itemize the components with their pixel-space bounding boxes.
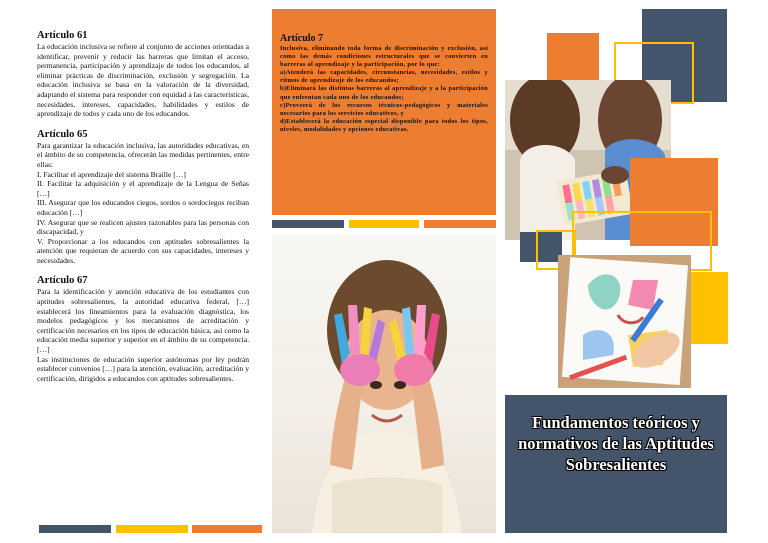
articulo-61-body: La educación inclusiva se refiere al conjunto de acciones orientadas a identificar, prevenir y reducir las barreras que limitan el acceso, permanencia, participación y aprendizaje de todos los educandos, al eliminar prácticas de discriminación, exclusión y segregación. La educación inclusiva se basa en la valoración de la diversidad, adaptando el sistema para responder con equidad a las características, necesidades, intereses, capacidades, habilidades y estilos de aprendizaje de todos y cada uno de los educandos. <box>37 42 249 119</box>
child-drawing-photo <box>558 255 691 388</box>
articulo-7-box <box>272 9 496 215</box>
left-column <box>37 30 249 393</box>
articulo-65-body: Para garantizar la educación inclusiva, las autoridades educativas, en el ámbito de su competencia, ofrecerán las medidas pertinentes, entre ellas: I. Facilitar el aprendizaje del sistema Braille […] II. Facilitar la adquisición y el aprendizaje de la Lengua de Señas […] III. Asegurar que los educandos ciegos, sordos o sordociegos reciban educación […] IV. Asegurar que se realicen ajustes razonables para las personas con discapacidad, y V. Proporcionar a los educandos con aptitudes sobresalientes la atención que requieran de acuerdo con sus capacidades, intereses y necesidades. <box>37 140 249 265</box>
decor-bar-yellow-center <box>349 220 419 228</box>
child-heart-hands-photo <box>272 235 496 533</box>
decor-bar-orange-center <box>424 220 496 228</box>
articulo-65-title: Artículo 65 <box>37 128 88 140</box>
decor-bar-navy-left <box>39 525 111 533</box>
articulo-7-body: Inclusiva, eliminando toda forma de discriminación y exclusión, así como las demás condiciones estructurales que se convierten en barreras al aprendizaje y la participación, por lo que: a)Atenderá las capacidades, circunstancias, necesidades, estilos y ritmos de aprendizaje de los educandos; b)Eliminará las distintas barreras al aprendizaje y a la participación que enfrentan cada uno de los educandos; c)Proveerá de los recursos técnicos-pedagógicos y materiales necesarios para los servicios educativos, y d)Establecerá la educación especial disponible para todos los tipos, niveles, modalidades y opciones educativas. <box>280 45 488 133</box>
articulo-67-body: Para la identificación y atención educativa de los estudiantes con aptitudes sobresalientes, la autoridad educativa federal, […] establecerá los lineamientos para la evaluación diagnóstica, los modelos pedagógicos y los mecanismos de acreditación y certificación necesarios en los tipos de educación básica, así como la educación media superior y superior en el ámbito de su competencia. […] Las instituciones de educación superior autónomas por ley podrán establecer convenios […] para la atención, evaluación, acreditación y certificación, dirigidos a educandos con aptitudes sobresalientes. <box>37 287 249 383</box>
articulo-7-title: Artículo 7 <box>280 33 324 44</box>
decor-square-orange-small <box>547 33 599 80</box>
decor-bar-yellow-left <box>116 525 188 533</box>
title-panel <box>505 395 727 533</box>
decor-bar-navy-center <box>272 220 344 228</box>
articulo-61-title: Artículo 61 <box>37 30 88 41</box>
main-title: Fundamentos teóricos y normativos de las Aptitudes Sobresalientes <box>518 413 714 474</box>
articulo-67-title: Artículo 67 <box>37 275 88 287</box>
decor-bar-orange-left <box>192 525 262 533</box>
